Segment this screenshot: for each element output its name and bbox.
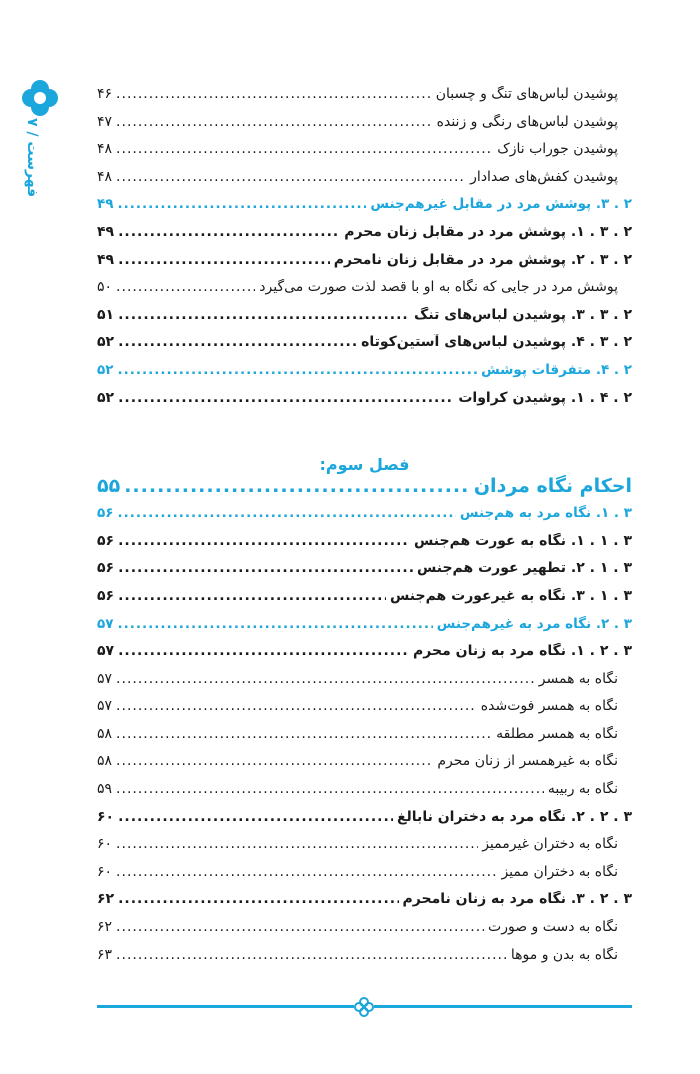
toc-entry[interactable]: [97, 252, 632, 280]
entry-title: ۲ . ۳ . ۱. پوشش مرد در مقابل زنان محرم: [344, 223, 632, 240]
page-number: ۵۸: [97, 725, 113, 742]
entry-title: ۳ . ۲ . ۳. نگاه مرد به زنان نامحرم: [402, 891, 632, 908]
entry-title: ۲ . ۳ . ۳. پوشیدن لباس‌های تنگ: [414, 306, 632, 323]
page-number: ۶۳: [97, 946, 113, 963]
toc-entry[interactable]: [97, 307, 632, 335]
page-number: ۴۹: [97, 251, 115, 268]
dot-leader: [118, 588, 386, 604]
entry-title: ۲ . ۳ . ۴. پوشیدن لباس‌های آستین‌کوتاه: [361, 334, 632, 351]
toc-entry[interactable]: [97, 169, 632, 197]
toc-entry[interactable]: [97, 141, 632, 169]
page-number: ۵۷: [97, 615, 114, 632]
page-number: ۵۲: [97, 389, 115, 406]
entry-title: نگاه به همسر: [538, 670, 618, 687]
chapter-entry[interactable]: [97, 475, 632, 505]
section-entry[interactable]: [97, 505, 632, 533]
entry-title: ۲ . ۴ . ۱. پوشیدن کراوات: [458, 389, 632, 406]
dot-leader: [117, 616, 432, 632]
dot-leader: [116, 781, 544, 797]
entry-title: نگاه به همسر مطلقه: [496, 725, 618, 742]
section-entry[interactable]: [97, 362, 632, 390]
page-number: ۶۰: [97, 863, 113, 880]
dot-leader: [124, 475, 470, 497]
toc-entry[interactable]: [97, 836, 632, 864]
toc-entry[interactable]: [97, 533, 632, 561]
dot-leader: [118, 891, 398, 907]
page-number: ۶۰: [97, 836, 113, 853]
page-number: ۴۹: [97, 223, 115, 240]
toc-entry[interactable]: [97, 753, 632, 781]
dot-leader: [116, 141, 493, 157]
entry-title: ۳ . ۲ . ۱. نگاه مرد به زنان محرم: [413, 643, 632, 660]
page-number: ۵۷: [97, 698, 113, 715]
page-number: ۵۷: [97, 670, 113, 687]
entry-title: نگاه به دختران غیرممیز: [482, 836, 618, 853]
entry-title: ۲ . ۳ . ۲. پوشش مرد در مقابل زنان نامحرم: [333, 251, 632, 268]
page-number: ۴۷: [97, 113, 113, 130]
dot-leader: [118, 307, 410, 323]
spacer: [97, 417, 632, 443]
toc-entry[interactable]: [97, 726, 632, 754]
dot-leader: [116, 698, 477, 714]
page-number: ۴۶: [97, 86, 113, 102]
dot-leader: [118, 560, 413, 576]
dot-leader: [116, 114, 433, 130]
dot-leader: [116, 86, 432, 102]
flower-ornament-icon: [354, 997, 374, 1017]
page-number: ۶۲: [97, 891, 115, 908]
toc-entry[interactable]: [97, 643, 632, 671]
entry-title: پوشیدن لباس‌های تنگ و چسبان: [435, 86, 618, 102]
entry-title: پوشیدن لباس‌های رنگی و زننده: [436, 113, 618, 130]
dot-leader: [116, 836, 478, 852]
dot-leader: [118, 643, 409, 659]
dot-leader: [116, 671, 535, 687]
dot-leader: [117, 505, 455, 521]
entry-title: ۲ . ۴. متفرقات پوشش: [481, 361, 632, 378]
dot-leader: [116, 753, 433, 769]
entry-title: ۳ . ۲. نگاه مرد به غیرهم‌جنس: [436, 615, 632, 632]
page-number: ۵۶: [97, 560, 115, 577]
toc-entry[interactable]: [97, 114, 632, 142]
toc-entry[interactable]: [97, 86, 632, 114]
dot-leader: [116, 947, 507, 963]
entry-title: نگاه به همسر فوت‌شده: [480, 698, 618, 715]
entry-title: پوشیدن کفش‌های صدادار: [470, 168, 618, 185]
page-number: ۵۶: [97, 505, 114, 522]
running-header: فهرست / ۷: [24, 118, 40, 198]
toc-entry[interactable]: [97, 781, 632, 809]
toc-entry[interactable]: [97, 919, 632, 947]
page-number: ۵۲: [97, 334, 115, 351]
dot-leader: [118, 334, 357, 350]
entry-title: نگاه به بدن و موها: [510, 946, 618, 963]
page-number: ۴۹: [97, 196, 114, 213]
toc-entry[interactable]: [97, 279, 632, 307]
page-number: ۴۸: [97, 168, 113, 185]
dot-leader: [117, 196, 366, 212]
page-number: ۶۲: [97, 919, 113, 936]
entry-title: ۳ . ۱ . ۱. نگاه به عورت هم‌جنس: [413, 532, 632, 549]
page-number: ۵۶: [97, 587, 115, 604]
entry-title: ۳ . ۱ . ۲. تطهیر عورت هم‌جنس: [416, 560, 632, 577]
toc-entry[interactable]: [97, 334, 632, 362]
page-number: ۵۶: [97, 532, 115, 549]
toc-entry[interactable]: [97, 864, 632, 892]
chapter-label: فصل سوم:: [319, 455, 410, 475]
page-number: ۵۸: [97, 753, 113, 770]
dot-leader: [118, 533, 410, 549]
toc-entry[interactable]: [97, 947, 632, 975]
entry-title: ۲ . ۳. پوشش مرد در مقابل غیرهم‌جنس: [370, 196, 632, 213]
dot-leader: [116, 726, 492, 742]
section-entry[interactable]: [97, 196, 632, 224]
entry-title: پوشش مرد در جایی که نگاه به او با قصد لذت صورت می‌گیرد: [259, 279, 618, 296]
page-number: ۶۰: [97, 808, 115, 825]
entry-title: نگاه به دست و صورت: [488, 919, 618, 936]
page-number: ۵۲: [97, 361, 114, 378]
toc-entry[interactable]: [97, 671, 632, 699]
entry-title: نگاه به غیرهمسر از زنان محرم: [437, 753, 618, 770]
dot-leader: [117, 362, 477, 378]
toc-entry[interactable]: [97, 809, 632, 837]
dot-leader: [118, 252, 330, 268]
toc-entry[interactable]: [97, 891, 632, 919]
entry-title: احکام نگاه مردان: [473, 475, 632, 498]
flower-ornament-icon: [22, 80, 58, 116]
dot-leader: [118, 390, 454, 406]
toc-entry[interactable]: [97, 588, 632, 616]
dot-leader: [116, 169, 466, 185]
entry-title: ۳ . ۲ . ۲. نگاه مرد به دختران نابالغ: [396, 808, 632, 825]
section-entry[interactable]: [97, 616, 632, 644]
page-number: ۵۹: [97, 781, 113, 798]
table-of-contents: [97, 86, 632, 974]
entry-title: ۳ . ۱ . ۳. نگاه به غیرعورت هم‌جنس: [389, 587, 632, 604]
dot-leader: [116, 864, 497, 880]
toc-entry[interactable]: [97, 224, 632, 252]
entry-title: نگاه به دختران ممیز: [501, 863, 618, 880]
toc-entry[interactable]: [97, 698, 632, 726]
page-number: ۵۱: [97, 306, 115, 323]
page-number: ۵۷: [97, 643, 115, 660]
dot-leader: [118, 224, 340, 240]
dot-leader: [116, 279, 255, 295]
toc-entry[interactable]: [97, 390, 632, 418]
dot-leader: [116, 919, 484, 935]
entry-title: نگاه به ربیبه: [547, 781, 618, 798]
page-number: ۵۰: [97, 279, 113, 296]
dot-leader: [118, 809, 393, 825]
entry-title: پوشیدن جوراب نازک: [497, 141, 618, 158]
entry-title: ۳ . ۱. نگاه مرد به هم‌جنس: [459, 505, 632, 522]
page-number: ۵۵: [97, 475, 121, 498]
toc-entry[interactable]: [97, 560, 632, 588]
page-number: ۴۸: [97, 141, 113, 158]
